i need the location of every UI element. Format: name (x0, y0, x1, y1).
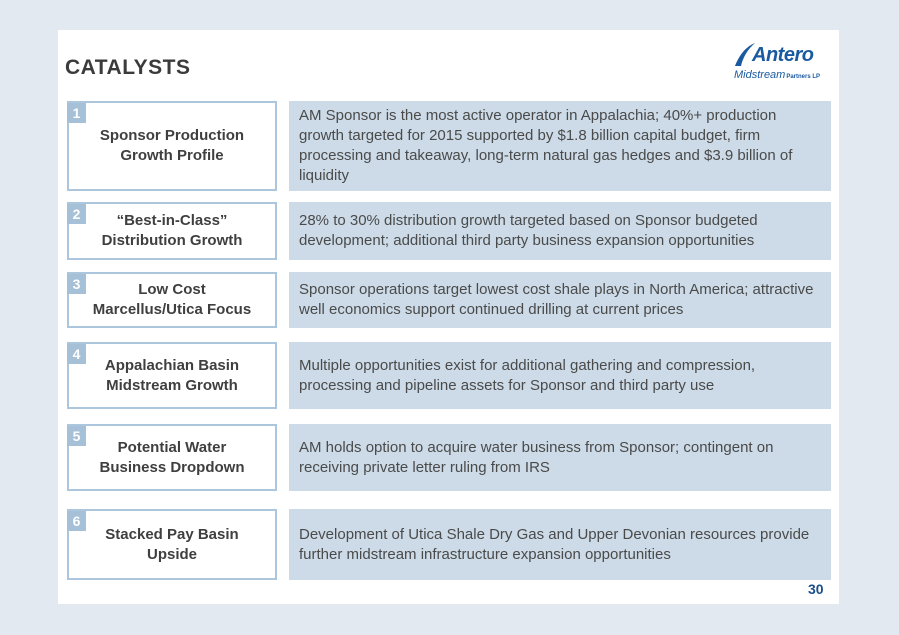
antero-logo (733, 42, 833, 84)
catalyst-label-box (67, 424, 277, 491)
catalyst-number-badge: 6 (67, 511, 86, 531)
catalyst-label: Potential Water Business Dropdown (99, 438, 245, 476)
logo-name: Antero (752, 44, 814, 66)
catalyst-label-box (67, 342, 277, 409)
logo-sub-text: Midstream (734, 69, 786, 81)
catalyst-number-badge: 3 (67, 274, 86, 294)
catalyst-description-box (289, 272, 831, 328)
slide-title: CATALYSTS (65, 56, 191, 79)
catalyst-label: Stacked Pay Basin Upside (105, 525, 239, 563)
catalyst-label-box (67, 101, 277, 191)
catalyst-number-badge: 1 (67, 103, 86, 123)
catalyst-description: Development of Utica Shale Dry Gas and Upper Devonian resources provide further midstream infrastructure expansion opportunities (299, 525, 810, 563)
catalyst-description-box (289, 101, 831, 191)
catalyst-description: 28% to 30% distribution growth targeted based on Sponsor budgeted development; additional third party business expansion opportunities (299, 212, 758, 249)
catalyst-description-box (289, 424, 831, 491)
catalyst-label: Appalachian Basin Midstream Growth (104, 356, 240, 394)
catalyst-description-box (289, 509, 831, 580)
catalyst-description: Multiple opportunities exist for additional gathering and compression, processing and pipeline assets for Sponsor and third party use (299, 356, 756, 394)
page-number: 30 (808, 581, 824, 597)
catalyst-number-badge: 2 (67, 204, 86, 224)
catalyst-label: Sponsor Production Growth Profile (99, 127, 245, 164)
catalyst-description: AM Sponsor is the most active operator in Appalachia; 40%+ production growth targeted for 2015 supported by $1.8 billion capital budget, firm processing and takeaway, long-term natural gas hedges and $3.9 billion of liquidity (299, 107, 793, 184)
logo-subtitle (734, 69, 820, 81)
catalyst-description-box (289, 202, 831, 260)
catalyst-label: Low Cost Marcellus/Utica Focus (92, 281, 252, 318)
catalyst-number-badge: 4 (67, 344, 86, 364)
catalyst-description: Sponsor operations target lowest cost shale plays in North America; attractive well economics support continued drilling at current prices (299, 281, 814, 318)
logo-sub2-text: Partners LP (786, 74, 821, 80)
catalyst-label-box (67, 272, 277, 328)
catalyst-label: “Best-in-Class” Distribution Growth (101, 212, 243, 249)
catalyst-description: AM holds option to acquire water business from Sponsor; contingent on receiving private letter ruling from IRS (299, 438, 774, 476)
catalyst-number-badge: 5 (67, 426, 86, 446)
catalyst-label-box (67, 509, 277, 580)
catalyst-description-box (289, 342, 831, 409)
catalyst-label-box (67, 202, 277, 260)
